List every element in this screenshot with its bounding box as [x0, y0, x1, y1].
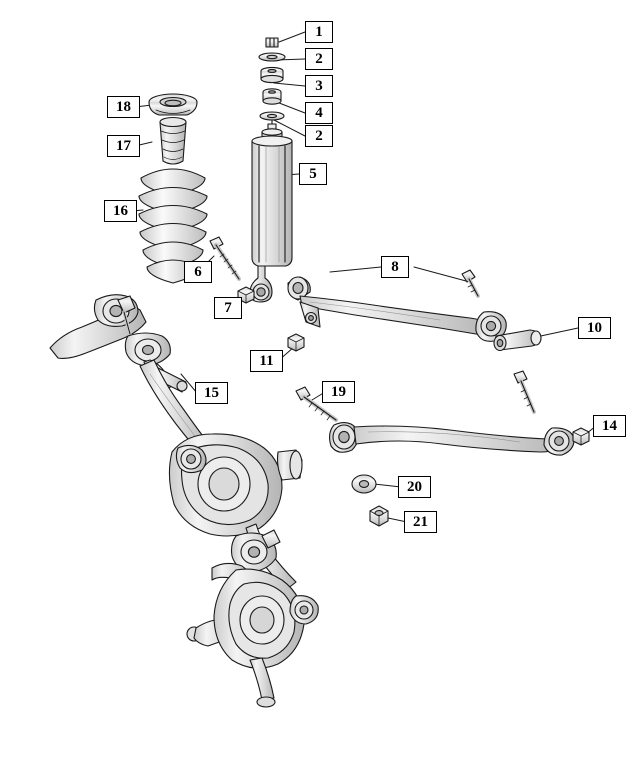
callout-15[interactable]: 15: [195, 382, 228, 404]
callout-16[interactable]: 16: [104, 200, 137, 222]
callout-18[interactable]: 18: [107, 96, 140, 118]
callout-19[interactable]: 19: [322, 381, 355, 403]
callout-2-lower[interactable]: 2: [305, 125, 333, 147]
callout-8[interactable]: 8: [381, 256, 409, 278]
callout-5[interactable]: 5: [299, 163, 327, 185]
callout-20[interactable]: 20: [398, 476, 431, 498]
callout-6[interactable]: 6: [184, 261, 212, 283]
callout-3[interactable]: 3: [305, 75, 333, 97]
callout-1[interactable]: 1: [305, 21, 333, 43]
callout-21[interactable]: 21: [404, 511, 437, 533]
callout-7[interactable]: 7: [214, 297, 242, 319]
callout-4[interactable]: 4: [305, 102, 333, 124]
callout-17[interactable]: 17: [107, 135, 140, 157]
callout-14[interactable]: 14: [593, 415, 626, 437]
callout-11[interactable]: 11: [250, 350, 283, 372]
callout-2-upper[interactable]: 2: [305, 48, 333, 70]
callout-10[interactable]: 10: [578, 317, 611, 339]
